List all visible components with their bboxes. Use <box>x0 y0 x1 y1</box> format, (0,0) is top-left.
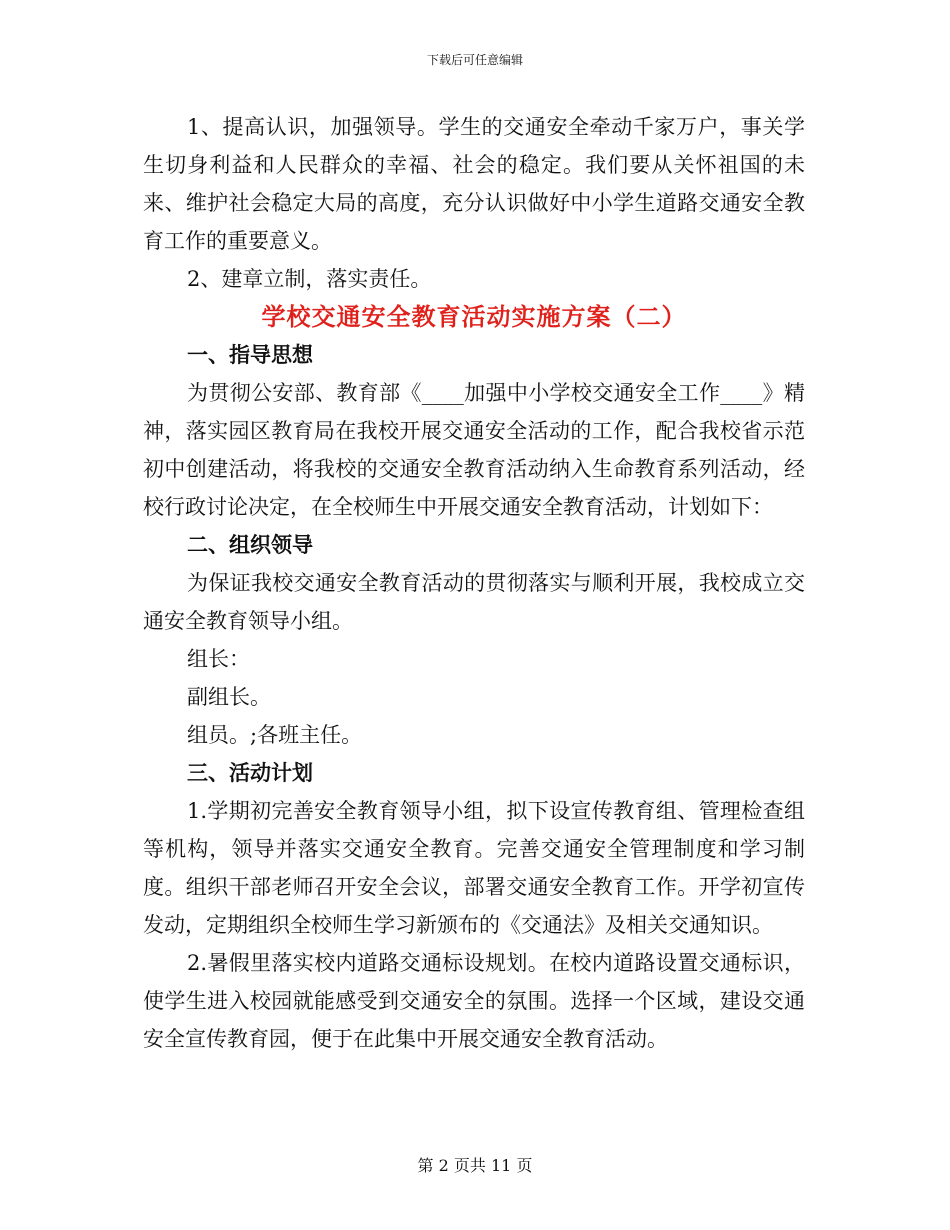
paragraph-members: 组员。;各班主任。 <box>187 723 363 747</box>
heading-organization: 二、组织领导 <box>187 532 313 557</box>
heading-guiding-ideology: 一、指导思想 <box>187 342 313 367</box>
paragraph-1: 1、提高认识，加强领导。学生的交通安全牵动千家万户，事关学生切身利益和人民群众的幸福、社会的稳定。我们要从关怀祖国的未来、维护社会稳定大局的高度，充分认识做好中小学生道路交通安全教育工作的重要意义。 <box>143 115 805 253</box>
paragraph-team-leader: 组长： <box>187 647 250 671</box>
paragraph-plan-2: 2.暑假里落实校内道路交通标设规划。在校内道路设置交通标识，使学生进入校园就能感受到交通安全的氛围。选择一个区域，建设交通安全宣传教育园，便于在此集中开展交通安全教育活动。 <box>143 951 805 1051</box>
heading-activity-plan: 三、活动计划 <box>187 760 313 785</box>
page-footer: 第 2 页共 11 页 <box>417 1156 533 1175</box>
paragraph-3: 为贯彻公安部、教育部《____加强中小学校交通安全工作____》精神，落实园区教育局在我校开展交通安全活动的工作，配合我校省示范初中创建活动，将我校的交通安全教育活动纳入生命教育系列活动，经校行政讨论决定，在全校师生中开展交通安全教育活动，计划如下： <box>143 381 805 519</box>
paragraph-4: 为保证我校交通安全教育活动的贯彻落实与顺利开展，我校成立交通安全教育领导小组。 <box>143 571 805 633</box>
page-header: 下载后可任意编辑 <box>426 53 523 67</box>
paragraph-plan-1: 1.学期初完善安全教育领导小组，拟下设宣传教育组、管理检查组等机构，领导并落实交通安全教育。完善交通安全管理制度和学习制度。组织干部老师召开安全会议，部署交通安全教育工作。开学初宣传发动，定期组织全校师生学习新颁布的《交通法》及相关交通知识。 <box>143 799 805 937</box>
paragraph-deputy-leader: 副组长。 <box>187 685 271 709</box>
section-title: 学校交通安全教育活动实施方案（二） <box>261 302 687 331</box>
paragraph-2: 2、建章立制，落实责任。 <box>187 267 432 291</box>
document-body <box>143 108 805 1058</box>
